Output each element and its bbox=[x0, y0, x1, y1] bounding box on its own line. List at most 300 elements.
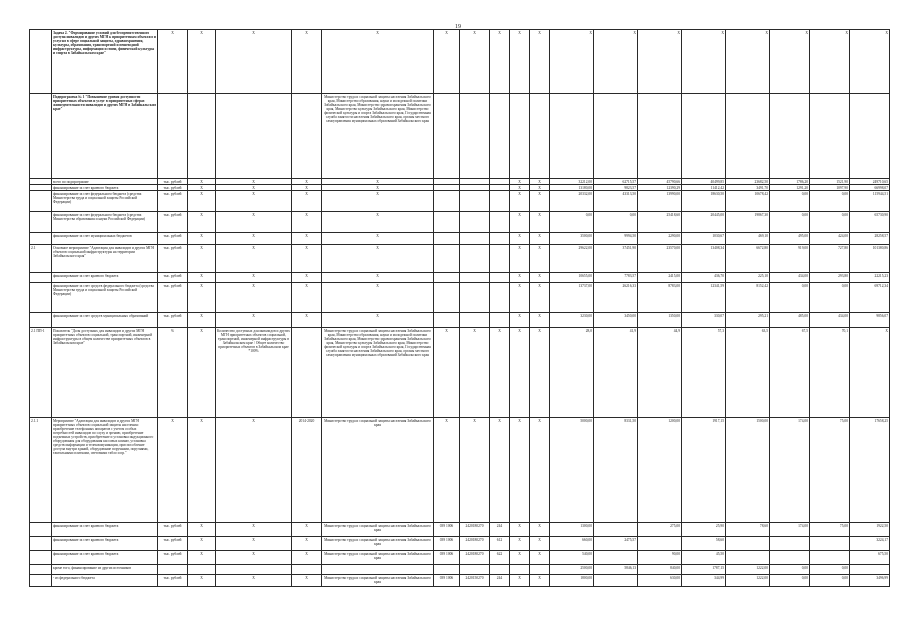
table-cell: 485,00 bbox=[770, 313, 810, 328]
table-cell: 295,21 bbox=[726, 313, 770, 328]
table-cell: 2475,57 bbox=[594, 537, 638, 551]
table-cell: 5000,00 bbox=[550, 418, 594, 523]
table-cell: X bbox=[530, 245, 550, 273]
table-cell: 1350,00 bbox=[638, 313, 682, 328]
table-cell bbox=[30, 565, 52, 575]
table-cell: X bbox=[530, 185, 550, 191]
table-cell: Основное мероприятие "Адаптация для инвалидов и других МГН объектов социальной инфраструктуры на территории Забайкальского края" bbox=[52, 245, 158, 273]
table-cell: 22215,23 bbox=[850, 273, 890, 283]
table-cell: финансирование за счет краевого бюджета bbox=[52, 185, 158, 191]
table-cell: X bbox=[322, 233, 434, 245]
table-cell: X bbox=[510, 283, 530, 313]
table-cell: X bbox=[510, 273, 530, 283]
table-cell: X bbox=[292, 233, 322, 245]
table-row bbox=[30, 328, 890, 418]
table-cell: X bbox=[188, 233, 216, 245]
table-cell bbox=[850, 565, 890, 575]
table-cell bbox=[216, 565, 292, 575]
table-cell bbox=[810, 537, 850, 551]
table-row bbox=[30, 191, 890, 212]
table-cell: 90,00 bbox=[638, 551, 682, 565]
table-cell: X bbox=[530, 418, 550, 523]
table-cell: X bbox=[530, 575, 550, 587]
table-cell: X bbox=[850, 328, 890, 418]
table-cell: 10678,42 bbox=[726, 191, 770, 212]
table-cell: 25,90 bbox=[682, 523, 726, 537]
table-cell: 1922,50 bbox=[850, 523, 890, 537]
table-cell: - из федерального бюджета bbox=[52, 575, 158, 587]
table-cell: 434,00 bbox=[810, 313, 850, 328]
table-cell: 37451,90 bbox=[594, 245, 638, 273]
table-cell bbox=[530, 94, 550, 179]
table-cell: 039 1006 bbox=[434, 551, 460, 565]
table-cell: X bbox=[216, 523, 292, 537]
table-cell: тыс. рублей bbox=[158, 575, 188, 587]
table-row bbox=[30, 575, 890, 587]
table-cell: 919,00 bbox=[770, 245, 810, 273]
table-cell bbox=[292, 328, 322, 418]
table-cell: тыс. рублей bbox=[158, 523, 188, 537]
table-cell: Министерство труда и социальной защиты населения Забайкальского края, Министерство образования, науки и молодежной политики Забайкальского края, Министерство здравоохранения Забайкальского края, Министерство культуры Забайкальского края, Министерство физической культуры и спорта Забайкальского края, Государственная служба занятости населения Забайкальского края, органы местного самоуправления муниципальных образований Забайкальского края bbox=[322, 328, 434, 418]
table-cell: 0,00 bbox=[770, 191, 810, 212]
table-cell: 039 1006 bbox=[434, 575, 460, 587]
table-cell: 29622,00 bbox=[550, 245, 594, 273]
table-row bbox=[30, 283, 890, 313]
table-cell: 330,07 bbox=[682, 313, 726, 328]
table-cell: 0,00 bbox=[770, 212, 810, 233]
table-cell: X bbox=[188, 191, 216, 212]
table-cell: 65730,90 bbox=[850, 212, 890, 233]
table-cell: 0,00 bbox=[770, 283, 810, 313]
table-cell: X bbox=[216, 537, 292, 551]
table-cell bbox=[188, 94, 216, 179]
table-cell: 244 bbox=[490, 523, 510, 537]
table-cell: Показатель "Доля доступных для инвалидов и других МГН приоритетных объектов социальной, транспортной, инженерной инфраструктуры в общем количестве приоритетных объектов в Забайкальском крае" bbox=[52, 328, 158, 418]
table-cell: X bbox=[216, 185, 292, 191]
table-cell bbox=[594, 551, 638, 565]
table-cell: X bbox=[490, 418, 510, 523]
table-cell: X bbox=[530, 283, 550, 313]
table-cell: X bbox=[510, 179, 530, 185]
table-cell: 57,3 bbox=[682, 328, 726, 418]
table-cell: X bbox=[322, 179, 434, 185]
table-row bbox=[30, 212, 890, 233]
table-cell: 540,00 bbox=[550, 551, 594, 565]
table-cell: 1300,00 bbox=[550, 523, 594, 537]
table-cell bbox=[158, 94, 188, 179]
table-cell bbox=[30, 233, 52, 245]
table-cell: X bbox=[322, 245, 434, 273]
table-cell: X bbox=[322, 191, 434, 212]
table-cell: тыс. рублей bbox=[158, 185, 188, 191]
table-cell: тыс. рублей bbox=[158, 273, 188, 283]
table-cell: X bbox=[216, 179, 292, 185]
table-body bbox=[30, 30, 890, 587]
table-cell: X bbox=[292, 191, 322, 212]
table-cell: 12341,59 bbox=[682, 283, 726, 313]
table-cell: X bbox=[292, 245, 322, 273]
table-cell bbox=[460, 94, 490, 179]
table-cell: X bbox=[216, 245, 292, 273]
table-cell: 3224,17 bbox=[850, 537, 890, 551]
table-cell: X bbox=[510, 523, 530, 537]
table-cell: тыс. рублей bbox=[158, 233, 188, 245]
table-cell: 249710,65 bbox=[850, 179, 890, 185]
table-cell bbox=[292, 94, 322, 179]
table-cell: X bbox=[530, 212, 550, 233]
table-row bbox=[30, 94, 890, 179]
table-cell: X bbox=[216, 30, 292, 94]
table-cell: X bbox=[510, 245, 530, 273]
table-cell: X bbox=[490, 30, 510, 94]
table-cell: 1222,00 bbox=[726, 565, 770, 575]
table-cell: Количество доступных для инвалидов и других МГН приоритетных объектов социальной, транспортной, инженерной инфраструктуры в Забайкальском крае / Общее количество приоритетных объектов в Забайкальском крае *100% bbox=[216, 328, 292, 418]
table-cell: X bbox=[292, 575, 322, 587]
table-cell: X bbox=[850, 30, 890, 94]
table-cell: X bbox=[292, 179, 322, 185]
table-cell bbox=[434, 565, 460, 575]
table-cell: X bbox=[530, 523, 550, 537]
table-cell: всего по подпрограмме bbox=[52, 179, 158, 185]
table-cell: X bbox=[594, 30, 638, 94]
table-cell: 727,80 bbox=[810, 245, 850, 273]
table-cell: X bbox=[292, 551, 322, 565]
table-cell: 424,00 bbox=[810, 233, 850, 245]
table-cell: 630,00 bbox=[638, 575, 682, 587]
table-cell: X bbox=[188, 185, 216, 191]
table-cell: X bbox=[216, 551, 292, 565]
table-cell: 039 1006 bbox=[434, 523, 460, 537]
table-cell: финансирование за счет средств федерального бюджета (средства Министерства труда и социальной защиты Российской Федерации) bbox=[52, 283, 158, 313]
table-row bbox=[30, 523, 890, 537]
table-cell bbox=[594, 523, 638, 537]
table-cell bbox=[490, 191, 510, 212]
table-cell: 44,9 bbox=[638, 328, 682, 418]
table-cell bbox=[460, 212, 490, 233]
table-cell: % bbox=[158, 328, 188, 418]
table-cell: X bbox=[216, 233, 292, 245]
table-cell bbox=[490, 283, 510, 313]
table-cell: 0,00 bbox=[594, 212, 638, 233]
table-cell bbox=[490, 565, 510, 575]
table-cell: 20332,00 bbox=[550, 191, 594, 212]
table-cell: 1786,20 bbox=[770, 179, 810, 185]
table-cell: тыс. рублей bbox=[158, 179, 188, 185]
table-cell: 20445,00 bbox=[682, 212, 726, 233]
table-cell: X bbox=[188, 551, 216, 565]
table-cell: X bbox=[550, 30, 594, 94]
table-cell: X bbox=[216, 191, 292, 212]
table-cell: 19867,30 bbox=[726, 212, 770, 233]
table-cell: 9823,57 bbox=[594, 185, 638, 191]
table-cell: X bbox=[322, 283, 434, 313]
table-cell: 660,00 bbox=[550, 537, 594, 551]
table-cell: 69712,34 bbox=[850, 283, 890, 313]
table-cell: 622 bbox=[490, 551, 510, 565]
table-cell: X bbox=[322, 313, 434, 328]
table-cell: 70,1 bbox=[810, 328, 850, 418]
table-cell bbox=[216, 94, 292, 179]
table-cell: 11412,42 bbox=[682, 185, 726, 191]
table-row bbox=[30, 30, 890, 94]
table-cell: X bbox=[638, 30, 682, 94]
table-cell: 78,60 bbox=[726, 523, 770, 537]
table-cell: 675,50 bbox=[850, 551, 890, 565]
table-cell: 2415,00 bbox=[638, 273, 682, 283]
table-cell: X bbox=[530, 233, 550, 245]
table-cell bbox=[292, 565, 322, 575]
table-cell: X bbox=[292, 185, 322, 191]
table-cell: X bbox=[460, 418, 490, 523]
table-cell bbox=[594, 94, 638, 179]
table-cell: 244 bbox=[490, 575, 510, 587]
table-cell bbox=[770, 94, 810, 179]
table-cell: 0,00 bbox=[810, 191, 850, 212]
table-cell: X bbox=[510, 233, 530, 245]
table-cell: 41,9 bbox=[594, 328, 638, 418]
table-cell bbox=[30, 30, 52, 94]
table-cell: X bbox=[490, 328, 510, 418]
table-cell: 101380,86 bbox=[850, 245, 890, 273]
table-cell: 1200,00 bbox=[638, 418, 682, 523]
table-cell: 436,70 bbox=[682, 273, 726, 283]
table-cell: X bbox=[188, 523, 216, 537]
table-cell: X bbox=[188, 179, 216, 185]
table-cell bbox=[30, 551, 52, 565]
table-cell bbox=[30, 523, 52, 537]
table-cell: X bbox=[158, 30, 188, 94]
table-cell: X bbox=[188, 283, 216, 313]
table-cell bbox=[30, 94, 52, 179]
table-cell: X bbox=[510, 212, 530, 233]
table-cell bbox=[434, 94, 460, 179]
table-cell bbox=[460, 273, 490, 283]
table-cell bbox=[550, 94, 594, 179]
table-cell: X bbox=[530, 191, 550, 212]
table-cell bbox=[726, 551, 770, 565]
table-cell: Мероприятие "Адаптация для инвалидов и других МГН приоритетных объектов социальной защиты населения: приобретение телефонных аппаратов с учетом особых потребностей инвалидов по слуху и зрению, приобретение подъемных устройств, приобретение и установка индукционного оборудования для оборудования кассовых комнат, установка средств информации и телекоммуникации, приспособление доступа внутри зданий, оборудование поручнями, поручнями, тактильными плитками, световыми табло и пр." bbox=[52, 418, 158, 523]
table-cell: финансирование за счет краевого бюджета bbox=[52, 523, 158, 537]
table-cell bbox=[810, 551, 850, 565]
table-cell bbox=[490, 245, 510, 273]
table-cell bbox=[850, 94, 890, 179]
table-cell: X bbox=[726, 30, 770, 94]
table-row bbox=[30, 565, 890, 575]
table-cell: X bbox=[292, 30, 322, 94]
table-row bbox=[30, 551, 890, 565]
table-cell: финансирование за счет федерального бюджета (средства Министерства образования и науки Российской Федерации) bbox=[52, 212, 158, 233]
table-cell: 174,00 bbox=[770, 523, 810, 537]
table-cell bbox=[460, 313, 490, 328]
table-cell bbox=[638, 94, 682, 179]
table-cell: 8152,42 bbox=[726, 283, 770, 313]
table-cell: X bbox=[770, 30, 810, 94]
table-cell: 115944,51 bbox=[850, 191, 890, 212]
table-cell: X bbox=[322, 273, 434, 283]
table-cell bbox=[30, 313, 52, 328]
table-cell: 2420180270 bbox=[460, 537, 490, 551]
table-cell: финансирование за счет краевого бюджета bbox=[52, 273, 158, 283]
table-cell: 62715,57 bbox=[594, 179, 638, 185]
table-row bbox=[30, 233, 890, 245]
table-cell bbox=[490, 233, 510, 245]
table-cell: 2290,00 bbox=[638, 233, 682, 245]
table-cell: X bbox=[510, 185, 530, 191]
table-cell: X bbox=[188, 245, 216, 273]
table-cell bbox=[490, 212, 510, 233]
table-cell: 25418,60 bbox=[638, 212, 682, 233]
table-cell: X bbox=[292, 537, 322, 551]
table-cell: X bbox=[510, 575, 530, 587]
table-cell: X bbox=[188, 30, 216, 94]
table-cell: X bbox=[510, 313, 530, 328]
table-cell: X bbox=[530, 313, 550, 328]
table-cell: 1917,15 bbox=[682, 418, 726, 523]
table-cell: 039 1006 bbox=[434, 537, 460, 551]
table-cell: X bbox=[530, 551, 550, 565]
table-cell: 9856,07 bbox=[850, 313, 890, 328]
table-cell bbox=[460, 245, 490, 273]
table-cell: 3450,00 bbox=[594, 313, 638, 328]
table-cell: X bbox=[216, 283, 292, 313]
table-cell bbox=[30, 537, 52, 551]
table-cell: X bbox=[322, 30, 434, 94]
table-cell: X bbox=[434, 328, 460, 418]
table-cell: тыс. рублей bbox=[158, 283, 188, 313]
table-cell bbox=[434, 283, 460, 313]
table-cell: 2014-2020 bbox=[292, 418, 322, 523]
table-cell: 66998,07 bbox=[850, 185, 890, 191]
table-cell: 13990,00 bbox=[638, 191, 682, 212]
table-cell: X bbox=[158, 418, 188, 523]
table-row bbox=[30, 273, 890, 283]
table-cell bbox=[30, 191, 52, 212]
table-cell: X bbox=[216, 575, 292, 587]
table-cell: X bbox=[216, 212, 292, 233]
table-cell: 434,00 bbox=[770, 273, 810, 283]
table-cell: 1500,00 bbox=[726, 418, 770, 523]
page-number: 19 bbox=[455, 24, 461, 30]
table-cell bbox=[460, 191, 490, 212]
table-cell: X bbox=[530, 537, 550, 551]
table-cell: X bbox=[530, 30, 550, 94]
table-cell: 13408,34 bbox=[682, 245, 726, 273]
table-cell: X bbox=[188, 212, 216, 233]
table-cell: 0,00 bbox=[550, 212, 594, 233]
table-cell bbox=[434, 245, 460, 273]
table-cell bbox=[490, 313, 510, 328]
table-cell: Министерство труда и социальной защиты населения Забайкальского края, Министерство образования, науки и молодежной политики Забайкальского края, Министерство здравоохранения Забайкальского края, Министерство культуры Забайкальского края, Министерство физической культуры и спорта Забайкальского края, Государственная служба занятости населения Забайкальского края, органы местного самоуправления муниципальных образований Забайкальского края bbox=[322, 94, 434, 179]
table-cell: X bbox=[510, 537, 530, 551]
table-cell: X bbox=[322, 185, 434, 191]
table-cell: тыс. рублей bbox=[158, 212, 188, 233]
table-cell: 67,5 bbox=[770, 328, 810, 418]
table-cell: 293,80 bbox=[810, 273, 850, 283]
table-cell: X bbox=[810, 30, 850, 94]
table-cell bbox=[770, 537, 810, 551]
table-cell bbox=[594, 575, 638, 587]
table-cell bbox=[434, 212, 460, 233]
table-cell: тыс. рублей bbox=[158, 313, 188, 328]
table-cell: тыс. рублей bbox=[158, 191, 188, 212]
table-cell: X bbox=[510, 551, 530, 565]
table-cell: 0,00 bbox=[810, 283, 850, 313]
table-cell: 10655,00 bbox=[550, 273, 594, 283]
table-cell: 275,00 bbox=[638, 523, 682, 537]
table-cell: 45,50 bbox=[682, 551, 726, 565]
table-cell: X bbox=[322, 212, 434, 233]
table-cell: 2420180270 bbox=[460, 523, 490, 537]
table-cell: X bbox=[188, 418, 216, 523]
program-table bbox=[29, 29, 890, 587]
table-cell: 12390,29 bbox=[638, 185, 682, 191]
table-cell: 23682,50 bbox=[726, 179, 770, 185]
table-cell: финансирование за счет средств муниципальных образований bbox=[52, 313, 158, 328]
table-cell bbox=[460, 233, 490, 245]
table-cell bbox=[460, 565, 490, 575]
table-cell: 75,00 bbox=[810, 418, 850, 523]
table-cell: Министерство труда и социальной защиты населения Забайкальского края bbox=[322, 418, 434, 523]
table-cell: 1521,90 bbox=[810, 179, 850, 185]
table-cell: 2420150270 bbox=[460, 575, 490, 587]
table-cell: X bbox=[460, 30, 490, 94]
table-cell: 469,10 bbox=[726, 233, 770, 245]
table-cell: 3496,99 bbox=[850, 575, 890, 587]
table-cell: 8331,50 bbox=[594, 418, 638, 523]
table-cell bbox=[490, 273, 510, 283]
table-cell: 225,10 bbox=[726, 273, 770, 283]
table-cell: X bbox=[510, 30, 530, 94]
table-cell: 2420180270 bbox=[460, 551, 490, 565]
table-cell: 13180,00 bbox=[550, 185, 594, 191]
table-cell: 6672,80 bbox=[726, 245, 770, 273]
table-cell: 3491,70 bbox=[726, 185, 770, 191]
table-cell bbox=[490, 94, 510, 179]
table-cell: 344,99 bbox=[682, 575, 726, 587]
table-cell: 495,00 bbox=[770, 233, 810, 245]
table-cell: X bbox=[434, 30, 460, 94]
table-cell: X bbox=[188, 575, 216, 587]
table-cell: 1800,00 bbox=[550, 575, 594, 587]
table-cell bbox=[30, 575, 52, 587]
table-cell: 2.1 bbox=[30, 245, 52, 273]
table-cell: 0,00 bbox=[810, 212, 850, 233]
table-cell: 0,00 bbox=[770, 565, 810, 575]
table-cell: 1097,90 bbox=[810, 185, 850, 191]
table-cell: тыс. рублей bbox=[158, 245, 188, 273]
table-cell bbox=[434, 233, 460, 245]
table-cell: кроме того, финансирование из других источников bbox=[52, 565, 158, 575]
table-cell bbox=[810, 94, 850, 179]
table-cell: X bbox=[292, 273, 322, 283]
table-cell: 40499,85 bbox=[682, 179, 726, 185]
table-cell: финансирование за счет краевого бюджета bbox=[52, 537, 158, 551]
table-cell: 0,00 bbox=[810, 575, 850, 587]
table-cell: X bbox=[188, 328, 216, 418]
table-cell bbox=[510, 565, 530, 575]
table-cell: 5846,13 bbox=[594, 565, 638, 575]
table-cell: 9994,50 bbox=[594, 233, 638, 245]
table-cell bbox=[726, 537, 770, 551]
table-cell: 45790,66 bbox=[638, 179, 682, 185]
table-cell: X bbox=[434, 418, 460, 523]
table-row bbox=[30, 313, 890, 328]
table-cell: X bbox=[216, 313, 292, 328]
table-cell bbox=[434, 273, 460, 283]
table-cell: 8783,00 bbox=[638, 283, 682, 313]
table-cell bbox=[30, 212, 52, 233]
table-cell: 63,5 bbox=[726, 328, 770, 418]
